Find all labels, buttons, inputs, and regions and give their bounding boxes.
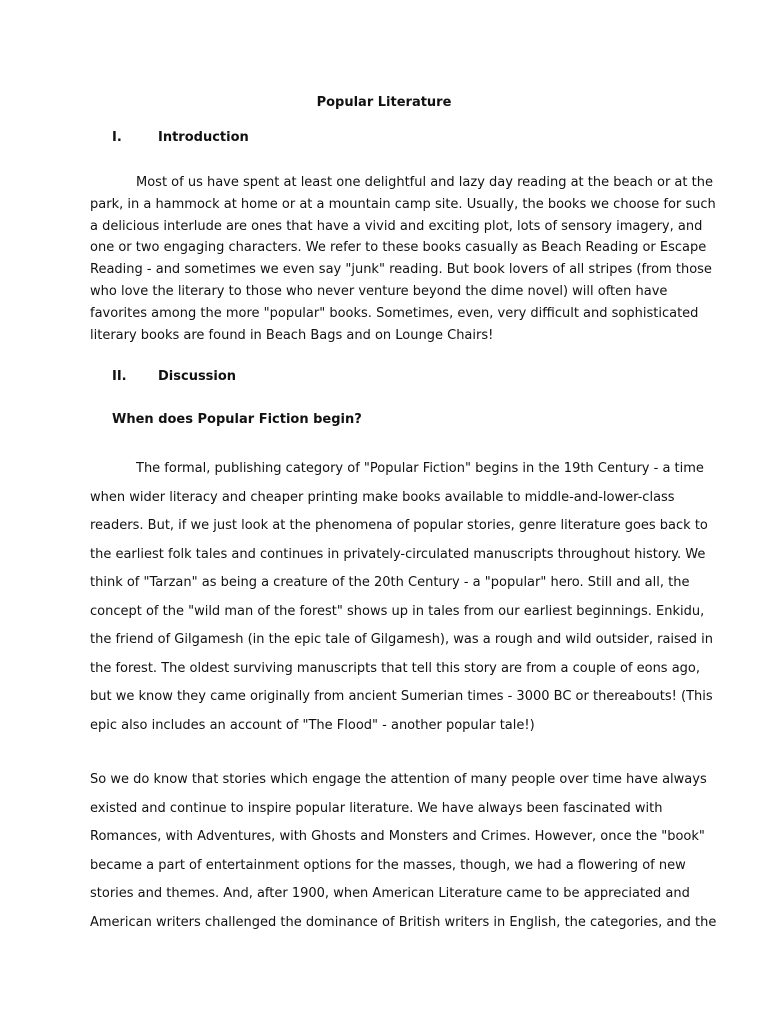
paragraph-line: Romances, with Adventures, with Ghosts and Monsters and Crimes. However, once the "book" <box>90 829 705 844</box>
paragraph-line: think of "Tarzan" as being a creature of the 20th Century - a "popular" hero. Still and all, the <box>90 575 690 590</box>
paragraph-line: but we know they came originally from ancient Sumerian times - 3000 BC or thereabouts! (This <box>90 689 713 704</box>
section-heading-text: Introduction <box>158 130 249 145</box>
paragraph-line: became a part of entertainment options for the masses, though, we had a flowering of new <box>90 857 686 873</box>
paragraph-line: existed and continue to inspire popular literature. We have always been fascinated with <box>90 800 663 816</box>
paragraph-line: the earliest folk tales and continues in privately-circulated manuscripts throughout history. We <box>90 546 706 562</box>
subheading-popular-fiction: When does Popular Fiction begin? <box>112 412 362 427</box>
paragraph-line: epic also includes an account of "The Flood" - another popular tale!) <box>90 717 535 733</box>
paragraph-line: the forest. The oldest surviving manuscripts that tell this story are from a couple of eons ago, <box>90 660 701 676</box>
paragraph-line: stories and themes. And, after 1900, when American Literature came to be appreciated and <box>90 886 690 901</box>
paragraph-line: readers. But, if we just look at the phenomena of popular stories, genre literature goes back to <box>90 518 708 533</box>
section-number: II. <box>112 369 127 384</box>
paragraph-discussion-1 <box>90 455 714 740</box>
paragraph-line: who love the literary to those who never venture beyond the dime novel) will often have <box>90 283 668 299</box>
paragraph-line: literary books are found in Beach Bags and on Lounge Chairs! <box>90 327 494 343</box>
section-heading-discussion <box>112 368 236 386</box>
section-heading-text: Discussion <box>158 369 237 384</box>
paragraph-introduction <box>90 172 716 346</box>
paragraph-line: American writers challenged the dominance of British writers in English, the categories, and the <box>90 914 717 930</box>
paragraph-line: concept of the "wild man of the forest" shows up in tales from our earliest beginnings. Enkidu, <box>90 603 705 619</box>
document-title: Popular Literature <box>316 95 452 110</box>
section-number: I. <box>112 130 122 145</box>
paragraph-line: Reading - and sometimes we even say "junk" reading. But book lovers of all stripes (from those <box>90 262 712 278</box>
paragraph-line: when wider literacy and cheaper printing make books available to middle-and-lower-class <box>90 489 675 505</box>
paragraph-line: park, in a hammock at home or at a mountain camp site. Usually, the books we choose for such <box>90 196 716 212</box>
paragraph-line: The formal, publishing category of "Popular Fiction" begins in the 19th Century - a time <box>136 461 704 476</box>
paragraph-discussion-2 <box>90 766 717 937</box>
paragraph-line: Most of us have spent at least one delightful and lazy day reading at the beach or at the <box>136 175 713 190</box>
paragraph-line: favorites among the more "popular" books. Sometimes, even, very difficult and sophisticated <box>90 305 699 321</box>
paragraph-line: So we do know that stories which engage the attention of many people over time have always <box>90 772 707 787</box>
section-heading-introduction <box>112 129 249 147</box>
paragraph-line: one or two engaging characters. We refer to these books casually as Beach Reading or Escape <box>90 240 707 256</box>
paragraph-line: a delicious interlude are ones that have a vivid and exciting plot, lots of sensory imagery, and <box>90 218 703 234</box>
paragraph-line: the friend of Gilgamesh (in the epic tale of Gilgamesh), was a rough and wild outsider, raised in <box>90 632 714 647</box>
